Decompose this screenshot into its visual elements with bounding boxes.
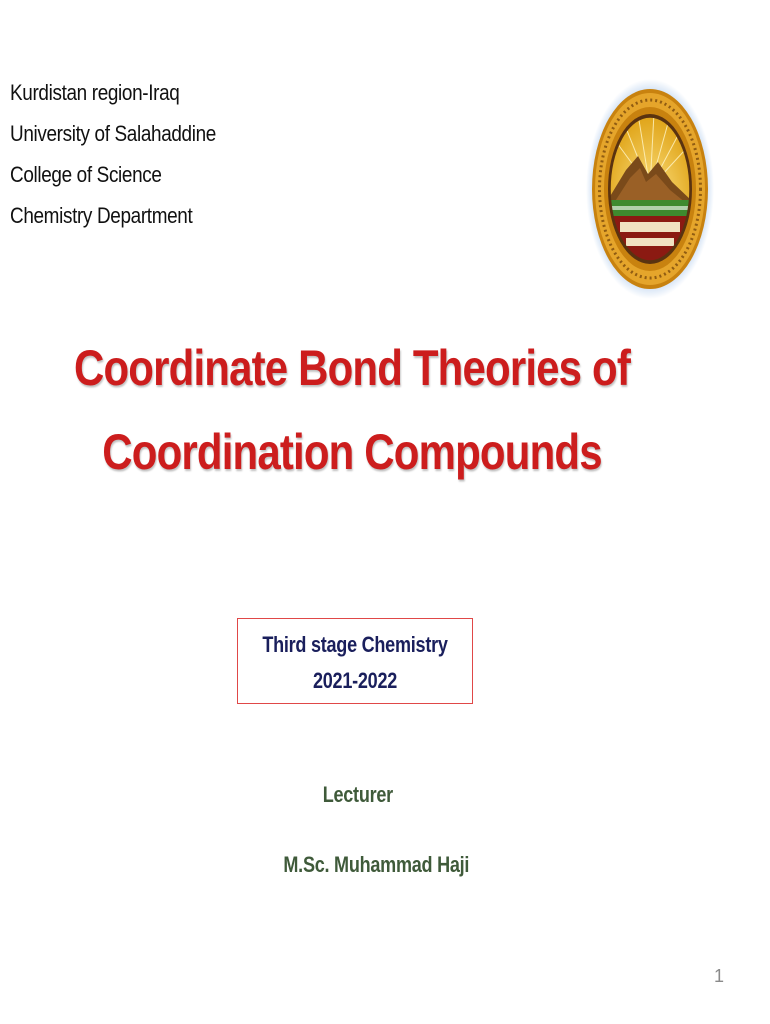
lecturer-name: M.Sc. Muhammad Haji	[283, 852, 469, 877]
lecturer-label: Lecturer	[322, 782, 394, 807]
university-seal-icon	[586, 78, 714, 300]
title-line-2: Coordination Compounds	[102, 424, 602, 480]
header-line-university: University of Salahaddine	[10, 121, 216, 146]
academic-year: 2021-2022	[312, 668, 398, 693]
institution-header	[10, 72, 216, 236]
header-line-college: College of Science	[10, 162, 162, 187]
stage-label: Third stage Chemistry	[262, 632, 448, 657]
page-number: 1	[713, 966, 724, 986]
header-line-department: Chemistry Department	[10, 203, 193, 228]
header-line-region: Kurdistan region-Iraq	[10, 80, 180, 105]
presentation-title	[0, 326, 704, 494]
title-line-1: Coordinate Bond Theories of	[73, 340, 631, 396]
course-stage-box	[237, 618, 473, 704]
university-seal-logo	[586, 78, 714, 300]
